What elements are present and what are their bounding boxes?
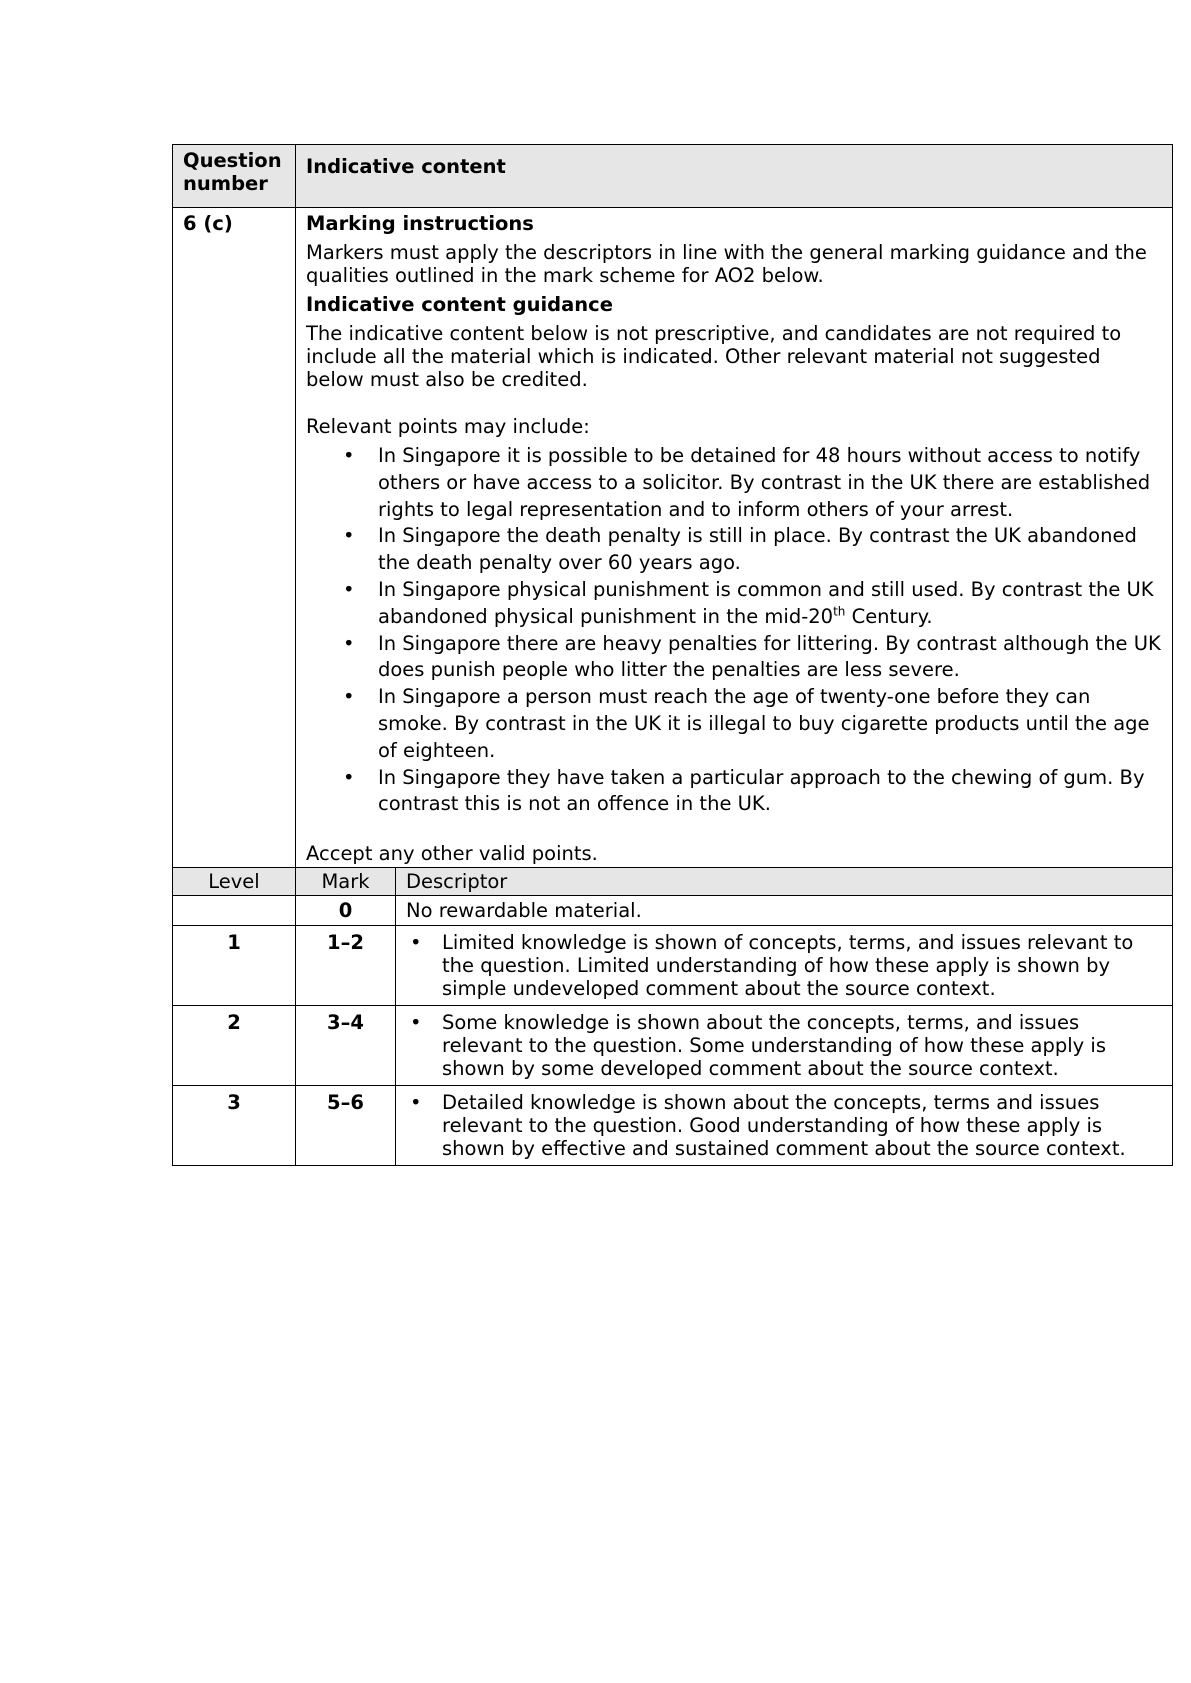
table-row: [173, 926, 1173, 1006]
question-number: 6 (c): [173, 208, 296, 868]
table-row: [173, 1086, 1173, 1166]
superscript-suffix: th: [833, 604, 846, 619]
list-item: • In Singapore a person must reach the age of twenty-one before they can smoke. By contrast in the UK it is illegal to buy cigarette products until the age of eighteen.: [378, 684, 1162, 764]
point-text: In Singapore physical punishment is common and still used. By contrast the UK abandoned physical punishment in the mid-20: [378, 577, 1154, 628]
marking-instructions-heading: Marking instructions: [306, 212, 534, 235]
mark-cell: 5–6: [296, 1086, 396, 1166]
indicative-content-header: Indicative content: [296, 145, 1173, 208]
descriptor-header: Descriptor: [396, 868, 1173, 896]
level-cell: 3: [173, 1086, 296, 1166]
table-header-row: [173, 145, 1173, 208]
descriptor-cell: [396, 1006, 1173, 1086]
indicative-content-cell: [296, 208, 1173, 868]
list-item: • In Singapore they have taken a particular approach to the chewing of gum. By contrast this is not an offence in the UK.: [378, 765, 1162, 819]
bullet: •: [410, 1011, 422, 1035]
descriptor-text: Limited knowledge is shown of concepts, terms, and issues relevant to the question. Limited understanding of how these apply is shown by simple undeveloped comment about the source context.: [442, 931, 1134, 1001]
level-cell: 1: [173, 926, 296, 1006]
descriptor-text: Detailed knowledge is shown about the concepts, terms and issues relevant to the question. Good understanding of how these apply is shown by effective and sustained comment about the source context.: [442, 1091, 1126, 1161]
table-row: [173, 1006, 1173, 1086]
level-header: Level: [173, 868, 296, 896]
descriptor-text: Some knowledge is shown about the concepts, terms, and issues relevant to the question. Some understanding of how these apply is shown by some developed comment about the source context.: [442, 1011, 1106, 1081]
relevant-points-intro: Relevant points may include:: [306, 415, 590, 438]
bullet: •: [410, 1091, 422, 1115]
list-item: • In Singapore it is possible to be detained for 48 hours without access to notify others or have access to a solicitor. By contrast in the UK there are established rights to legal representation and to inform others of your arrest.: [378, 443, 1162, 523]
list-item: • In Singapore there are heavy penalties for littering. By contrast although the UK does punish people who litter the penalties are less severe.: [378, 631, 1162, 685]
bullet: •: [410, 931, 422, 955]
relevant-points-list: [306, 443, 1162, 818]
mark-header: Mark: [296, 868, 396, 896]
closing-note: Accept any other valid points.: [306, 842, 598, 866]
question-row: [173, 208, 1173, 868]
guidance-text: The indicative content below is not prescriptive, and candidates are not required to include all the material which is indicated. Other relevant material not suggested below must also be credited.: [306, 322, 1122, 391]
mark-cell: 3–4: [296, 1006, 396, 1086]
level-cell: 2: [173, 1006, 296, 1086]
descriptor-cell: [396, 926, 1173, 1006]
levels-header-row: [173, 868, 1173, 896]
list-item: [378, 577, 1162, 631]
point-text: Century.: [845, 604, 933, 628]
mark-cell: 1–2: [296, 926, 396, 1006]
mark-scheme-table: [172, 144, 1173, 1166]
descriptor-cell: [396, 1086, 1173, 1166]
guidance-heading: Indicative content guidance: [306, 293, 613, 316]
mark-scheme-page: [172, 144, 1172, 1166]
question-number-header: Question number: [173, 145, 296, 208]
list-item: • In Singapore the death penalty is still in place. By contrast the UK abandoned the death penalty over 60 years ago.: [378, 523, 1162, 577]
table-row: [173, 896, 1173, 926]
mark-cell: 0: [296, 896, 396, 926]
level-cell: [173, 896, 296, 926]
marking-instructions-text: Markers must apply the descriptors in line with the general marking guidance and the qualities outlined in the mark scheme for AO2 below.: [306, 241, 1147, 287]
descriptor-cell: No rewardable material.: [396, 896, 1173, 926]
